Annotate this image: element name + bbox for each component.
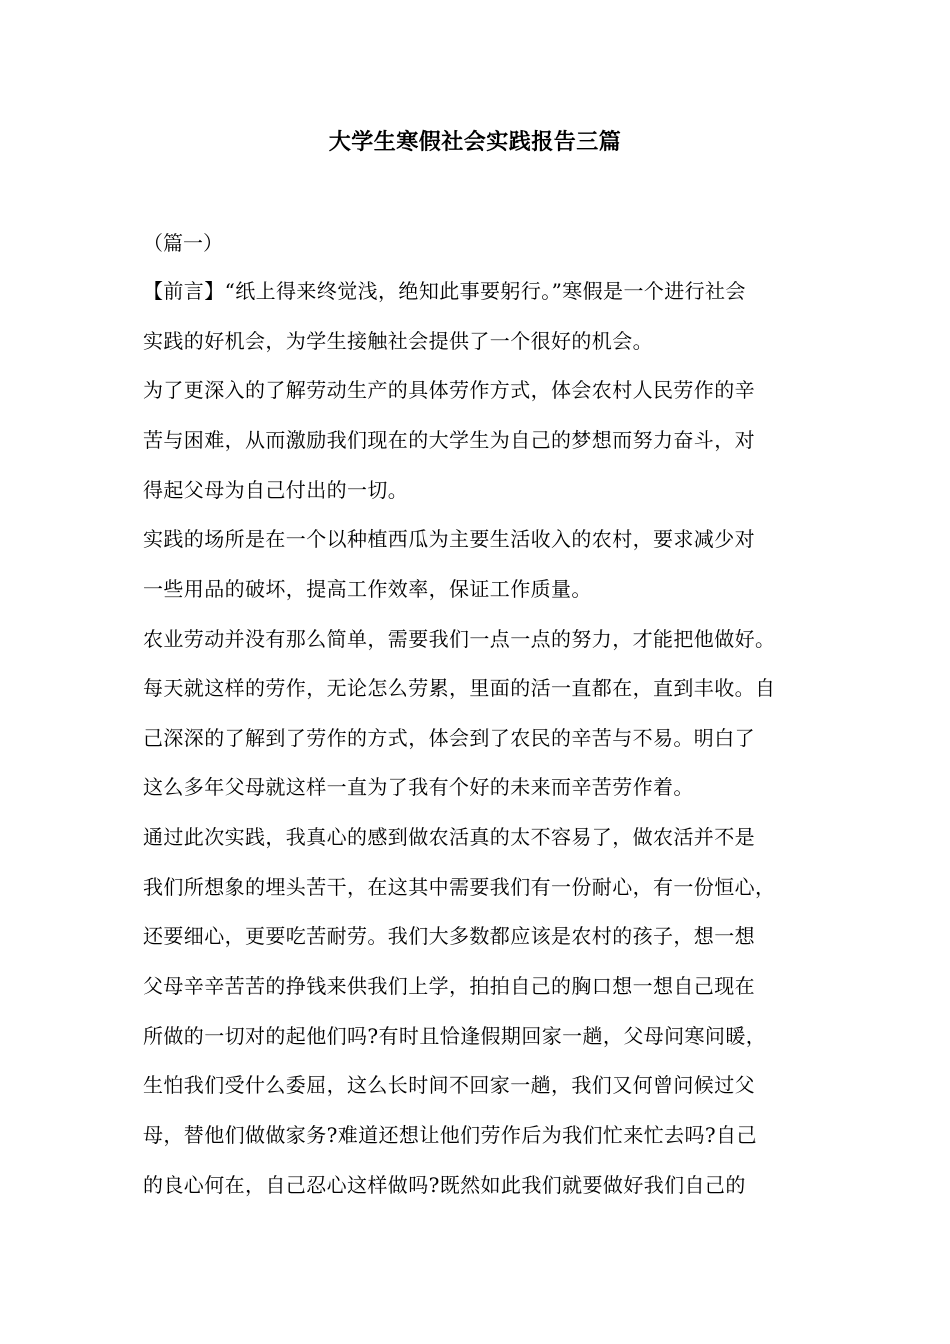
paragraph-line: 的良心何在，自己忍心这样做吗?既然如此我们就要做好我们自己的	[143, 1173, 746, 1197]
paragraph-line: 己深深的了解到了劳作的方式，体会到了农民的辛苦与不易。明白了	[143, 726, 755, 750]
paragraph-line: 通过此次实践，我真心的感到做农活真的太不容易了，做农活并不是	[143, 825, 755, 849]
paragraph-line: 还要细心，更要吃苦耐劳。我们大多数都应该是农村的孩子，想一想	[143, 924, 755, 948]
paragraph-line: 得起父母为自己付出的一切。	[143, 478, 409, 502]
paragraph-line: 【前言】“纸上得来终觉浅，绝知此事要躬行。”寒假是一个进行社会	[143, 279, 746, 303]
paragraph-line: 每天就这样的劳作，无论怎么劳累，里面的活一直都在，直到丰收。自	[143, 676, 776, 700]
paragraph-line: 为了更深入的了解劳动生产的具体劳作方式，体会农村人民劳作的辛	[143, 378, 755, 402]
paragraph-line: 生怕我们受什么委屈，这么长时间不回家一趟，我们又何曾问候过父	[143, 1073, 755, 1097]
section-label: （篇一）	[143, 231, 223, 255]
paragraph-line: 母，替他们做做家务?难道还想让他们劳作后为我们忙来忙去吗?自己	[143, 1123, 757, 1147]
paragraph-line: 一些用品的破坏，提高工作效率，保证工作质量。	[143, 577, 592, 601]
paragraph-line: 实践的场所是在一个以种植西瓜为主要生活收入的农村，要求减少对	[143, 527, 755, 551]
paragraph-line: 这么多年父母就这样一直为了我有个好的未来而辛苦劳作着。	[143, 775, 694, 799]
paragraph-line: 父母辛辛苦苦的挣钱来供我们上学，拍拍自己的胸口想一想自己现在	[143, 974, 755, 998]
paragraph-line: 实践的好机会，为学生接触社会提供了一个很好的机会。	[143, 329, 653, 353]
paragraph-line: 我们所想象的埋头苦干，在这其中需要我们有一份耐心，有一份恒心，	[143, 875, 776, 899]
paragraph-line: 农业劳动并没有那么简单，需要我们一点一点的努力，才能把他做好。	[143, 627, 776, 651]
paragraph-line: 苦与困难，从而激励我们现在的大学生为自己的梦想而努力奋斗，对	[143, 428, 755, 452]
document-title: 大学生寒假社会实践报告三篇	[328, 129, 622, 155]
paragraph-line: 所做的一切对的起他们吗?有时且恰逢假期回家一趟，父母问寒问暖，	[143, 1024, 767, 1048]
